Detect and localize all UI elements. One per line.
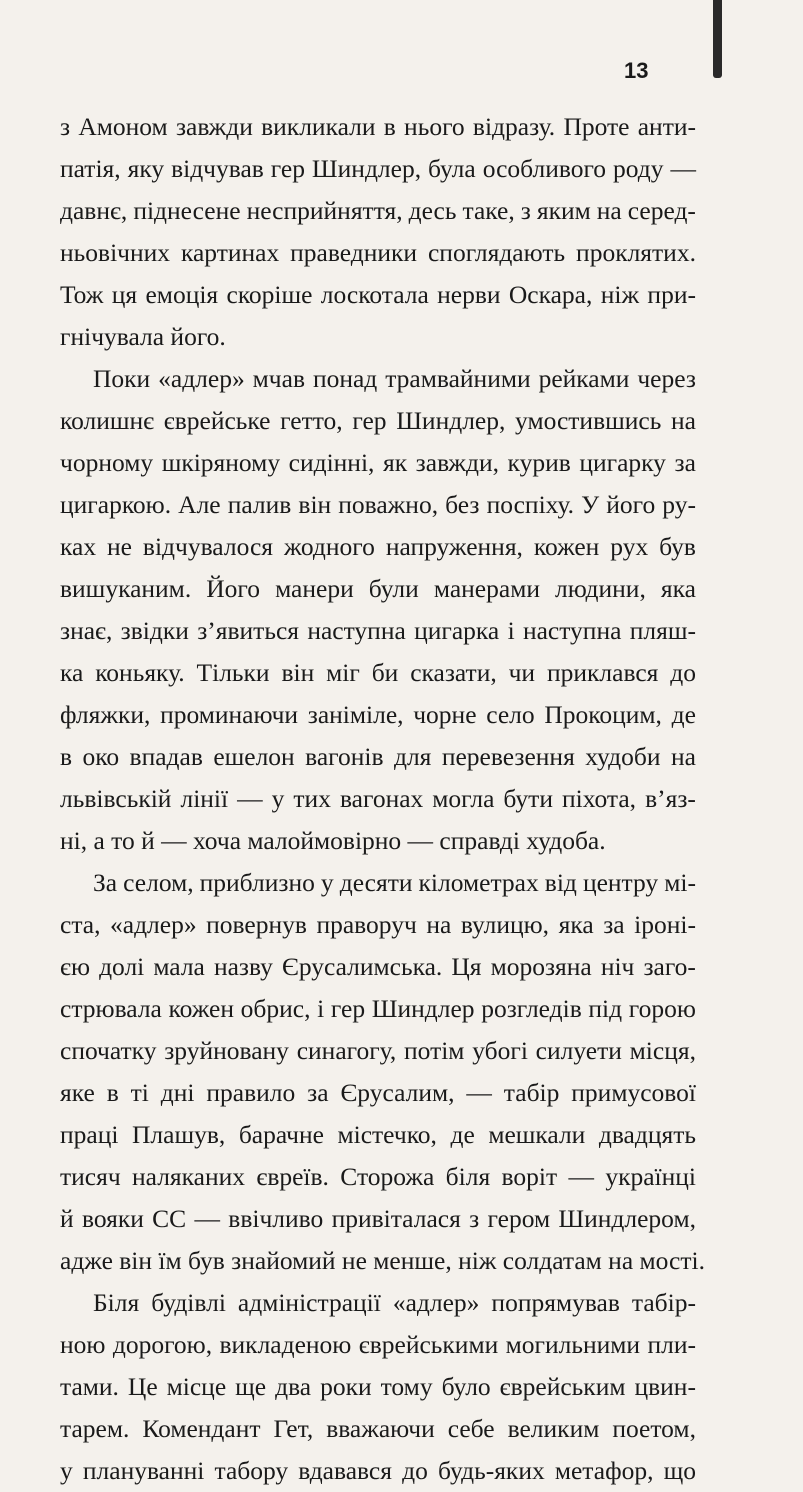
word: напруження,	[385, 532, 523, 561]
text-line	[60, 1198, 696, 1240]
word: Тож	[60, 280, 104, 309]
word: спочатку	[60, 1036, 157, 1065]
word: Єрусалимська.	[281, 952, 443, 981]
word: роки	[320, 1372, 372, 1401]
word: єю	[60, 952, 90, 981]
word: долі	[99, 952, 145, 981]
word: до	[670, 658, 696, 687]
word: дорогою,	[112, 1330, 213, 1359]
word: Проте	[563, 112, 630, 141]
text-line	[60, 400, 696, 442]
word: де	[450, 1120, 475, 1149]
text-line	[60, 106, 696, 148]
word: через	[637, 364, 696, 393]
word: приблизно	[199, 868, 315, 897]
word: фляжки,	[60, 700, 151, 729]
word: тих	[293, 784, 331, 813]
word: око	[82, 742, 120, 771]
word: впадав	[129, 742, 203, 771]
word: з	[60, 112, 71, 141]
word: містечко,	[337, 1120, 437, 1149]
word: тарем.	[60, 1414, 130, 1443]
word: «адлер»	[158, 364, 245, 393]
word: адміністрації	[237, 1288, 381, 1317]
word: чорне	[413, 700, 477, 729]
word: мчав	[252, 364, 305, 393]
word: яким	[536, 196, 591, 225]
word: себе	[447, 1414, 495, 1443]
word: могла	[432, 784, 495, 813]
word: й	[60, 1204, 74, 1233]
word: він	[298, 490, 332, 519]
word: мала	[153, 952, 205, 981]
word: табору	[214, 1456, 289, 1485]
text-line	[60, 1030, 696, 1072]
word: худоби	[585, 742, 661, 771]
word: цигарка	[414, 616, 500, 645]
word: правило	[206, 1078, 296, 1107]
word: за	[307, 1078, 329, 1107]
text-line	[60, 442, 696, 484]
word: Ця	[451, 952, 482, 981]
word: ньовічних	[60, 238, 171, 267]
word: Біля	[93, 1288, 140, 1317]
word: трамвайними	[385, 364, 531, 393]
word: примусової	[571, 1078, 696, 1107]
word: заго-	[643, 952, 696, 981]
word: наляканих	[132, 1162, 246, 1191]
word: в	[383, 112, 396, 141]
word: де	[671, 700, 696, 729]
word: яка	[558, 910, 594, 939]
word: центру	[582, 868, 659, 897]
word: приклався	[546, 658, 659, 687]
word: ру-	[662, 490, 696, 519]
word: ввічливо	[228, 1204, 324, 1233]
word: убогі	[472, 1036, 528, 1065]
word: кілометрах	[418, 868, 539, 897]
word: сидінні,	[288, 448, 375, 477]
word: серед-	[627, 196, 696, 225]
page-edge-mark	[713, 0, 722, 78]
word: споглядають	[427, 238, 566, 267]
word: було	[441, 1372, 491, 1401]
word: емоція	[145, 280, 219, 309]
word: в’яз-	[645, 784, 696, 813]
word: морозяна	[490, 952, 592, 981]
word: палив	[227, 490, 292, 519]
text-line	[60, 946, 696, 988]
word: з	[520, 196, 531, 225]
word: картинах	[180, 238, 280, 267]
text-line	[60, 232, 696, 274]
word: силуети	[535, 1036, 622, 1065]
word: ешелон	[213, 742, 295, 771]
word: Амоном	[78, 112, 168, 141]
word: колишнє	[60, 406, 155, 435]
word: дні	[160, 1078, 195, 1107]
word: його	[606, 490, 656, 519]
word: праці	[60, 1120, 119, 1149]
word: жодного	[283, 532, 375, 561]
word: ста,	[60, 910, 101, 939]
word: наступна	[522, 616, 622, 645]
text-line	[60, 484, 696, 526]
word: рух	[610, 532, 649, 561]
word: відчувалося	[142, 532, 273, 561]
word: у	[271, 784, 285, 813]
word: обрис,	[240, 994, 311, 1023]
word: наступна	[307, 616, 406, 645]
word: він	[281, 658, 315, 687]
word: ще	[235, 1372, 267, 1401]
word: гетто,	[280, 406, 343, 435]
word: яку	[127, 154, 165, 183]
word: праведники	[290, 238, 418, 267]
word: гер	[352, 406, 387, 435]
text-line	[60, 1156, 696, 1198]
word: завжди	[175, 112, 253, 141]
word: місце	[166, 1372, 227, 1401]
word: яке	[60, 1078, 95, 1107]
word: на	[426, 910, 452, 939]
word: мешкали	[488, 1120, 586, 1149]
word: як	[382, 448, 408, 477]
word: бути	[503, 784, 553, 813]
word: Шиндлер,	[311, 154, 422, 183]
word: два	[275, 1372, 312, 1401]
word: лоскотала	[320, 280, 429, 309]
word: єврейським	[499, 1372, 626, 1401]
word: —	[670, 154, 696, 183]
word: манери	[275, 574, 354, 603]
word: вважаючи	[326, 1414, 435, 1443]
word: ніч	[600, 952, 635, 981]
word: іроні-	[634, 910, 696, 939]
word: метафор,	[554, 1456, 654, 1485]
text-line	[60, 694, 696, 736]
word: звідки	[120, 616, 189, 645]
word: воріт	[501, 1162, 558, 1191]
word: несприйняття,	[246, 196, 403, 225]
word: цигарку	[579, 448, 666, 477]
word: заніміле,	[307, 700, 404, 729]
word: стрювала	[60, 994, 162, 1023]
word: будь-яких	[437, 1456, 545, 1485]
text-line	[60, 652, 696, 694]
word: патія,	[60, 154, 121, 183]
text-line	[60, 190, 696, 232]
word: ною	[60, 1330, 106, 1359]
word: гер	[330, 994, 366, 1023]
word: була	[428, 154, 476, 183]
word: цвин-	[634, 1372, 696, 1401]
word: з’явиться	[197, 616, 300, 645]
word: єврейськими	[358, 1330, 499, 1359]
word: Його	[206, 574, 261, 603]
word: Оскара,	[508, 280, 593, 309]
word: синагогу,	[296, 1036, 397, 1065]
text-line	[60, 988, 696, 1030]
word: пли-	[647, 1330, 696, 1359]
word: коньяку.	[95, 658, 185, 687]
word: табір-	[631, 1288, 696, 1317]
word: на	[670, 742, 696, 771]
word: —	[568, 1162, 594, 1191]
word: тами.	[60, 1372, 119, 1401]
word: десь	[408, 196, 457, 225]
word: львівській	[60, 784, 172, 813]
word: СС	[152, 1204, 187, 1233]
word: у	[60, 1456, 73, 1485]
text-line	[60, 1324, 696, 1366]
text-line	[60, 1072, 696, 1114]
word: розгледів	[481, 994, 582, 1023]
word: пляш-	[629, 616, 696, 645]
word: У	[581, 490, 600, 519]
word: Шиндлер	[371, 994, 475, 1023]
word: кожен	[168, 994, 234, 1023]
word: чорному	[60, 448, 154, 477]
word: нього	[404, 112, 465, 141]
word: був	[659, 532, 696, 561]
word: зруйновану	[164, 1036, 289, 1065]
page-number: 13	[624, 58, 649, 83]
word: мі-	[664, 868, 696, 897]
word: під	[588, 994, 623, 1023]
word: були	[368, 574, 419, 603]
word: біля	[445, 1162, 491, 1191]
word: вулицю,	[460, 910, 550, 939]
word: вагонах	[339, 784, 424, 813]
word: повернув	[206, 910, 307, 939]
word: не	[107, 532, 132, 561]
word: плануванні	[82, 1456, 205, 1485]
word: міг	[326, 658, 360, 687]
word: що	[663, 1456, 696, 1485]
word: українці	[605, 1162, 696, 1191]
word: вишуканим.	[60, 574, 192, 603]
word: двадцять	[598, 1120, 696, 1149]
word: десяти	[339, 868, 413, 897]
word: праворуч	[316, 910, 417, 939]
word: —	[237, 784, 263, 813]
word: Шиндлер,	[396, 406, 506, 435]
text-line	[60, 358, 696, 400]
word: барачне	[238, 1120, 324, 1149]
word: анти-	[637, 112, 696, 141]
word: на	[596, 196, 622, 225]
word: і	[507, 616, 515, 645]
text-line: гнічувала його.	[60, 322, 226, 351]
word: Поки	[93, 364, 151, 393]
word: таке,	[462, 196, 515, 225]
word: піхота,	[561, 784, 637, 813]
word: за	[674, 448, 696, 477]
word: викладеною	[219, 1330, 352, 1359]
word: особливого	[482, 154, 607, 183]
word: кожен	[533, 532, 600, 561]
word: єврейське	[163, 406, 271, 435]
word: Але	[178, 490, 221, 519]
word: людини,	[555, 574, 646, 603]
word: Шиндлером,	[558, 1204, 696, 1233]
word: з	[469, 1204, 480, 1233]
word: поважно,	[338, 490, 439, 519]
text-line	[60, 778, 696, 820]
word: Гет,	[273, 1414, 314, 1443]
word: для	[393, 742, 432, 771]
word: табір	[503, 1078, 560, 1107]
word: Комендант	[142, 1414, 261, 1443]
word: понад	[312, 364, 378, 393]
body-text	[60, 106, 705, 1492]
text-line	[60, 1366, 696, 1408]
text-line	[60, 1408, 696, 1450]
word: відразу.	[472, 112, 556, 141]
word: до	[402, 1456, 428, 1485]
word: відчував	[171, 154, 264, 183]
word: нерви	[437, 280, 501, 309]
word: за	[603, 910, 625, 939]
word: в	[60, 742, 73, 771]
word: умостившись	[515, 406, 662, 435]
word: яка	[660, 574, 696, 603]
word: піднесене	[133, 196, 241, 225]
text-line	[60, 1282, 696, 1324]
word: скоріше	[226, 280, 313, 309]
text-line	[60, 904, 696, 946]
word: давнє,	[60, 196, 128, 225]
word: чи	[508, 658, 536, 687]
word: «адлер»	[110, 910, 197, 939]
word: манерами	[433, 574, 540, 603]
word: —	[466, 1078, 492, 1107]
word: Це	[127, 1372, 158, 1401]
word: знає,	[60, 616, 113, 645]
word: гером	[487, 1204, 551, 1233]
word: вдавався	[298, 1456, 392, 1485]
text-line	[60, 274, 696, 316]
word: і	[317, 994, 325, 1023]
word: на	[671, 406, 696, 435]
word: курив	[507, 448, 571, 477]
word: селом,	[123, 868, 194, 897]
word: місця,	[629, 1036, 696, 1065]
word: викликали	[261, 112, 376, 141]
word: Тільки	[196, 658, 270, 687]
text-line	[60, 1450, 696, 1492]
word: би	[371, 658, 399, 687]
text-line	[60, 148, 696, 190]
word: село	[486, 700, 535, 729]
word: назву	[213, 952, 273, 981]
word: цигаркою.	[60, 490, 172, 519]
text-line	[60, 526, 696, 568]
word: проклятих.	[576, 238, 696, 267]
word: могильними	[505, 1330, 641, 1359]
text-line	[60, 610, 696, 652]
word: ка	[60, 658, 84, 687]
word: ті	[130, 1078, 149, 1107]
word: лінії	[180, 784, 229, 813]
word: вояки	[81, 1204, 144, 1233]
word: від	[544, 868, 577, 897]
word: гер	[270, 154, 305, 183]
word: сказати,	[410, 658, 497, 687]
word: у	[320, 868, 334, 897]
word: Плашув,	[132, 1120, 226, 1149]
word: горою	[628, 994, 696, 1023]
word: За	[93, 868, 118, 897]
word: без	[445, 490, 480, 519]
word: будівлі	[151, 1288, 226, 1317]
word: завжди,	[415, 448, 499, 477]
word: ках	[60, 532, 97, 561]
word: —	[194, 1204, 220, 1233]
word: євреїв.	[256, 1162, 329, 1191]
word: шкіряному	[161, 448, 281, 477]
word: тисяч	[60, 1162, 121, 1191]
word: ця	[111, 280, 138, 309]
word: роду	[613, 154, 664, 183]
text-line	[60, 862, 696, 904]
word: вагонів	[305, 742, 384, 771]
text-line: адже він їм був знайомий не менше, ніж солдатам на мості.	[60, 1246, 705, 1275]
text-line	[60, 568, 696, 610]
word: рейками	[538, 364, 630, 393]
word: великим	[507, 1414, 600, 1443]
word: Прокоцим,	[544, 700, 662, 729]
word: в	[106, 1078, 119, 1107]
word: Сторожа	[340, 1162, 435, 1191]
word: потім	[404, 1036, 465, 1065]
word: тому	[380, 1372, 433, 1401]
word: перевезення	[441, 742, 575, 771]
word: при-	[647, 280, 696, 309]
word: проминаючи	[160, 700, 299, 729]
text-line	[60, 1114, 696, 1156]
word: Єрусалим,	[340, 1078, 455, 1107]
text-line: ні, а то й — хоча малоймовірно — справді худоба.	[60, 826, 606, 855]
word: поспіху.	[486, 490, 575, 519]
word: попрямував	[491, 1288, 620, 1317]
text-line	[60, 736, 696, 778]
word: привіталася	[331, 1204, 461, 1233]
word: ніж	[600, 280, 640, 309]
word: поетом,	[612, 1414, 696, 1443]
word: «адлер»	[392, 1288, 480, 1317]
